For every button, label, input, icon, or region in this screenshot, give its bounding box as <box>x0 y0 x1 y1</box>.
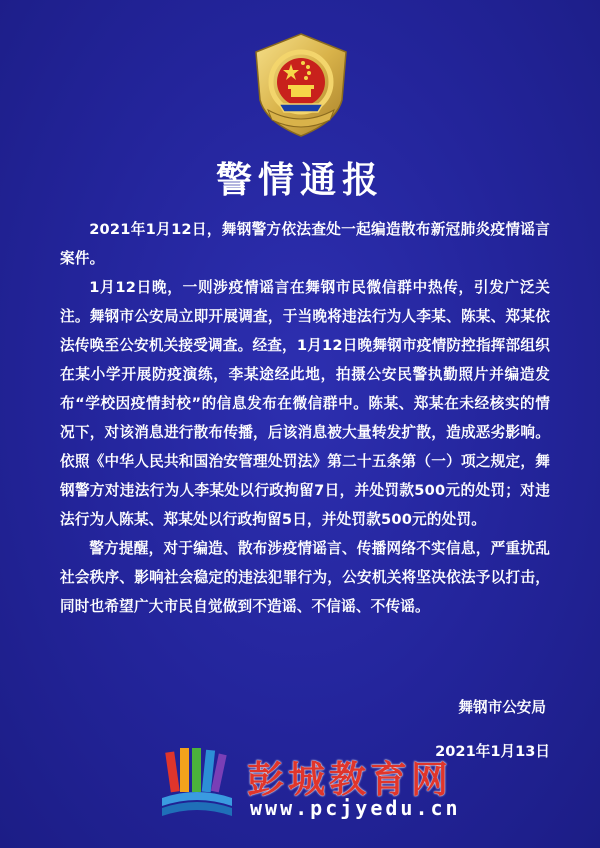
police-emblem-icon <box>246 30 356 140</box>
book-logo-icon <box>160 748 234 826</box>
notice-body <box>60 215 550 621</box>
page-title: 警情通报 <box>215 160 384 201</box>
notice-paragraph-3: 警方提醒，对于编造、散布涉疫情谣言、传播网络不实信息，严重扰乱社会秩序、影响社会稳定的违法犯罪行为，公安机关将坚决依法予以打击，同时也希望广大市民自觉做到不造谣、不信谣、不传谣。 <box>60 540 550 615</box>
signature-date: 2021年1月13日 <box>435 743 550 760</box>
notice-paragraph-1: 2021年1月12日，舞钢警方依法查处一起编造散布新冠肺炎疫情谣言案件。 <box>60 221 550 267</box>
notice-paragraph-2: 1月12日晚，一则涉疫情谣言在舞钢市民微信群中热传，引发广泛关注。舞钢市公安局立即开展调查，于当晚将违法行为人李某、陈某、郑某依法传唤至公安机关接受调查。经查，1月12日晚舞钢市疫情防控指挥部组织在某小学开展防疫演练，李某途经此地，拍摄公安民警执勤照片并编造发布“学校因疫情封校”的信息发布在微信群中。陈某、郑某在未经核实的情况下，对该消息进行散布传播，后该消息被大量转发扩散，造成恶劣影响。依照《中华人民共和国治安管理处罚法》第二十五条第（一）项之规定，舞钢警方对违法行为人李某处以行政拘留7日，并处罚款500元的处罚；对违法行为人陈某、郑某处以行政拘留5日，并处罚款500元的处罚。 <box>60 279 550 528</box>
signature-organization: 舞钢市公安局 <box>458 699 546 716</box>
watermark-url: www.pcjyedu.cn <box>250 796 461 820</box>
watermark-site-name: 彭城教育网 <box>247 758 452 801</box>
